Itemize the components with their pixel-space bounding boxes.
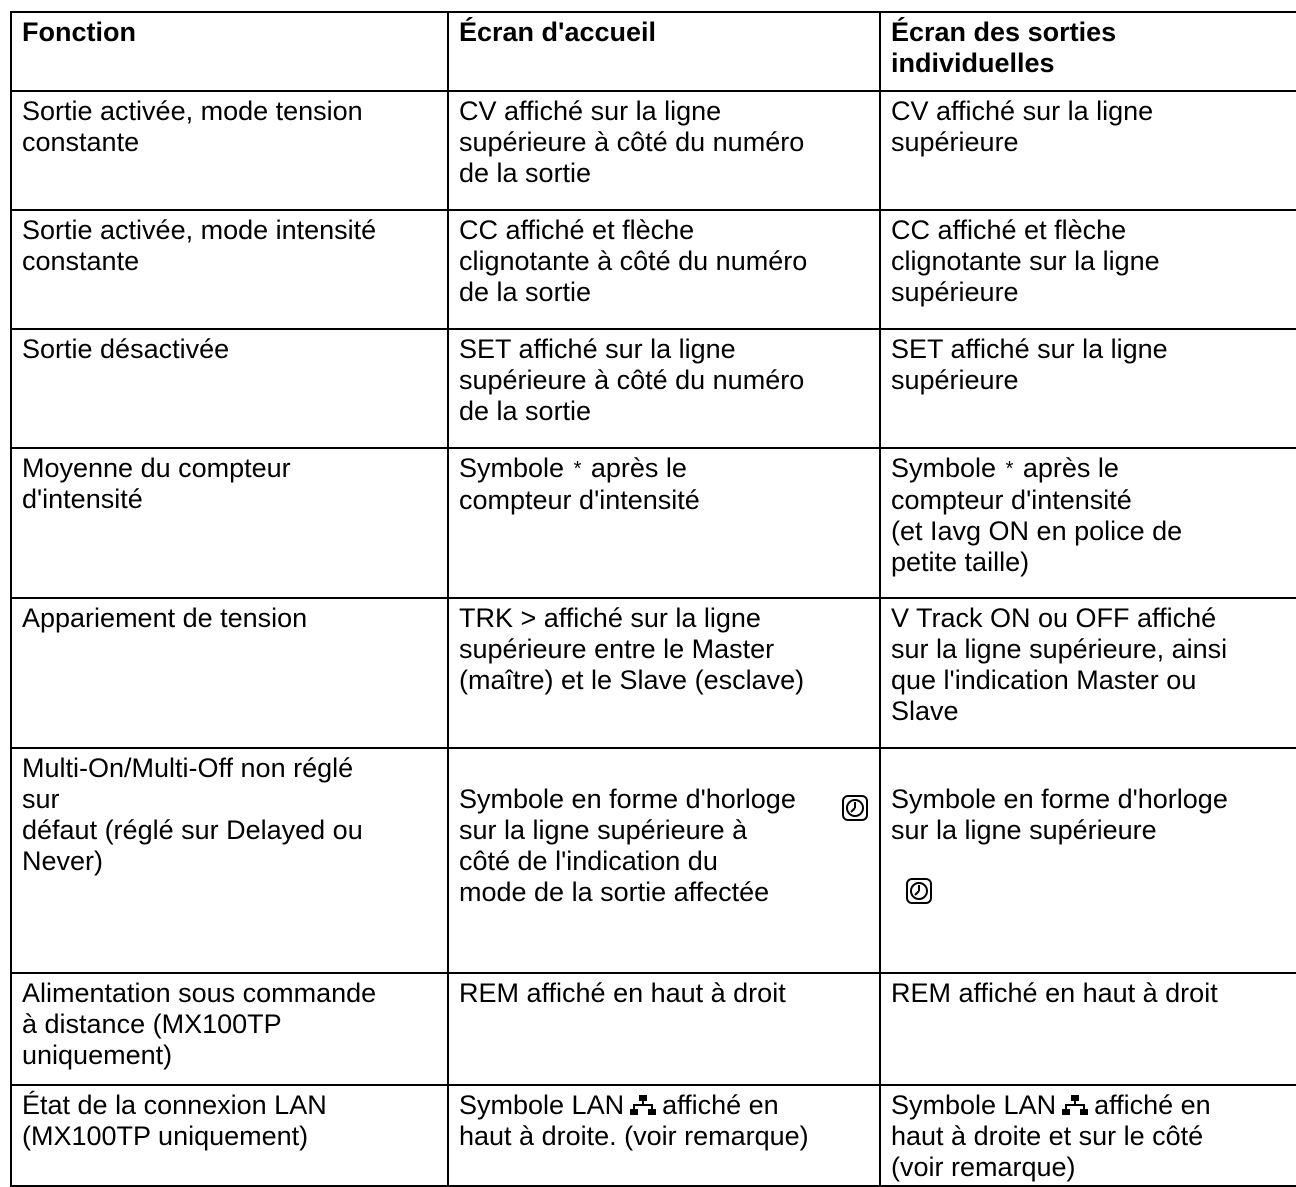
- cell-fonction: Appariement de tension: [11, 598, 448, 748]
- table-row: [11, 210, 1296, 329]
- cell-individuelles: [880, 748, 1296, 973]
- table-row: [11, 973, 1296, 1085]
- text-rest: haut à droite. (voir remarque): [459, 1121, 809, 1151]
- text-after-symbol: affiché en: [662, 1090, 779, 1120]
- header-fonction: Fonction: [11, 12, 448, 91]
- text-after-symbol: affiché en: [1094, 1090, 1211, 1120]
- lan-network-icon: [1062, 1094, 1088, 1116]
- asterisk-icon: *: [1005, 458, 1014, 480]
- cell-accueil: SET affiché sur la ligne supérieure à côté du numéro de la sortie: [448, 329, 880, 448]
- text-rest: compteur d'intensité: [459, 485, 700, 515]
- cell-accueil: [448, 1085, 880, 1186]
- cell-text: Symbole en forme d'horloge sur la ligne supérieure à côté de l'indication du mode de la sortie affectée: [459, 784, 796, 907]
- cell-accueil: TRK > affiché sur la ligne supérieure entre le Master (maître) et le Slave (esclave): [448, 598, 880, 748]
- lan-network-icon: [630, 1094, 656, 1116]
- header-row: [11, 12, 1296, 91]
- table-row: [11, 598, 1296, 748]
- cell-individuelles: V Track ON ou OFF affiché sur la ligne supérieure, ainsi que l'indication Master ou Slave: [880, 598, 1296, 748]
- cell-fonction: Multi-On/Multi-Off non réglé sur défaut (réglé sur Delayed ou Never): [11, 748, 448, 973]
- text-before-symbol: Symbole: [459, 453, 565, 483]
- cell-fonction: Sortie activée, mode intensité constante: [11, 210, 448, 329]
- text-before-symbol: Symbole LAN: [891, 1090, 1057, 1120]
- cell-text: Symbole en forme d'horloge sur la ligne supérieure: [891, 784, 1228, 845]
- cell-individuelles: CC affiché et flèche clignotante sur la ligne supérieure: [880, 210, 1296, 329]
- text-before-symbol: Symbole: [891, 453, 997, 483]
- cell-fonction: Moyenne du compteur d'intensité: [11, 448, 448, 598]
- asterisk-icon: *: [573, 458, 582, 480]
- cell-individuelles: SET affiché sur la ligne supérieure: [880, 329, 1296, 448]
- table-row: [11, 748, 1296, 973]
- header-ecran-accueil: Écran d'accueil: [448, 12, 880, 91]
- cell-fonction: État de la connexion LAN (MX100TP uniquement): [11, 1085, 448, 1186]
- header-ecran-sorties: Écran des sorties individuelles: [880, 12, 1296, 91]
- text-rest: compteur d'intensité (et Iavg ON en police de petite taille): [891, 485, 1183, 577]
- cell-accueil: REM affiché en haut à droit: [448, 973, 880, 1085]
- clock-icon: [905, 877, 933, 905]
- cell-accueil: CC affiché et flèche clignotante à côté du numéro de la sortie: [448, 210, 880, 329]
- clock-icon: [841, 794, 869, 822]
- cell-individuelles: CV affiché sur la ligne supérieure: [880, 91, 1296, 210]
- cell-individuelles: REM affiché en haut à droit: [880, 973, 1296, 1085]
- text-after-symbol: après le: [1022, 453, 1119, 483]
- cell-individuelles: [880, 448, 1296, 598]
- cell-accueil: CV affiché sur la ligne supérieure à côté du numéro de la sortie: [448, 91, 880, 210]
- table-row: [11, 329, 1296, 448]
- cell-individuelles: [880, 1085, 1296, 1186]
- text-after-symbol: après le: [590, 453, 687, 483]
- text-before-symbol: Symbole LAN: [459, 1090, 625, 1120]
- cell-fonction: Sortie activée, mode tension constante: [11, 91, 448, 210]
- table-row: [11, 448, 1296, 598]
- cell-fonction: Sortie désactivée: [11, 329, 448, 448]
- cell-accueil: [448, 448, 880, 598]
- table-row: [11, 91, 1296, 210]
- cell-fonction: Alimentation sous commande à distance (MX100TP uniquement): [11, 973, 448, 1085]
- function-display-table: [10, 11, 1296, 1187]
- table-row: [11, 1085, 1296, 1186]
- text-rest: haut à droite et sur le côté (voir remarque): [891, 1121, 1204, 1182]
- cell-accueil: [448, 748, 880, 973]
